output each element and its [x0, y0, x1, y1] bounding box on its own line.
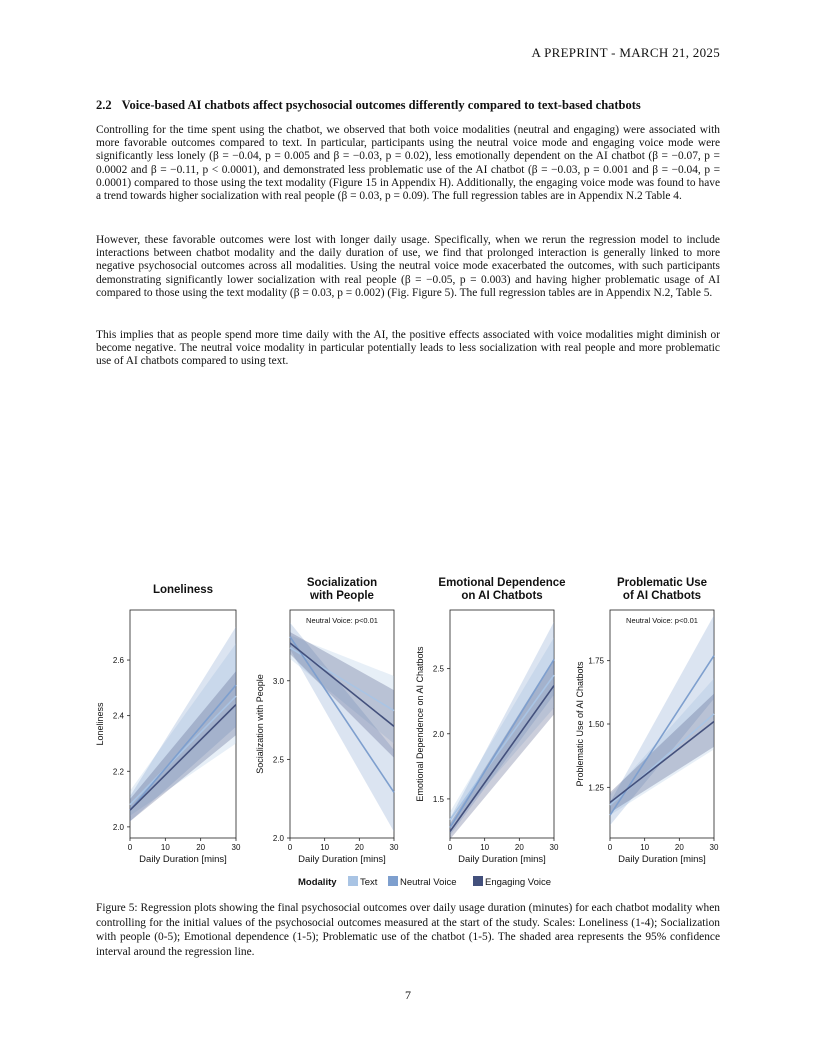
significance-annotation: Neutral Voice: p<0.01: [626, 616, 698, 625]
figure-5: [88, 570, 728, 900]
legend-title: Modality: [298, 877, 337, 888]
section-heading: [96, 98, 641, 113]
section-number: 2.2: [96, 98, 112, 112]
legend-label: Neutral Voice: [400, 877, 457, 888]
x-tick-label: 30: [231, 843, 241, 852]
y-tick-label: 1.25: [588, 783, 604, 793]
y-tick-label: 2.2: [112, 767, 124, 777]
y-tick-label: 1.50: [588, 720, 604, 729]
y-tick-label: 2.6: [112, 656, 124, 666]
y-axis-label: Emotional Dependence on AI Chatbots: [415, 646, 425, 802]
chart-title-1: Loneliness: [152, 584, 214, 596]
y-tick-label: 2.5: [432, 664, 444, 674]
page-number: 7: [405, 988, 411, 1002]
x-tick-label: 0: [607, 843, 613, 852]
paragraph-2: However, these favorable outcomes were lost with longer daily usage. Specifically, when we rerun the regression model to include interactions between chatbot modality and the daily duration of use, we find that prolonged interaction is generally linked to more negative psychosocial outcomes across all modalities. Using the neutral voice mode exacerbated the outcomes, with such participants demonstrating significantly lower socialization with real people (β = −0.05, p = 0.003) and having higher problematic usage of AI compared to those using the text modality (β = 0.03, p = 0.002) (Fig. Figure 5). The full regression tables are in Appendix N.2, Table 5.: [96, 234, 720, 299]
y-axis-label: Problematic Use of AI Chatbots: [575, 661, 585, 787]
y-tick-label: 2.0: [272, 834, 284, 843]
x-tick-label: 20: [196, 843, 206, 852]
x-tick-label: 10: [320, 843, 330, 852]
chart-title-4: Problematic Use of AI Chatbots: [616, 577, 708, 602]
legend-label: Engaging Voice: [485, 877, 552, 888]
y-axis-label: Loneliness: [95, 702, 105, 746]
y-tick-label: 1.75: [588, 656, 604, 666]
paragraph-3: This implies that as people spend more time daily with the AI, the positive effects associated with voice modalities might diminish or become negative. The neutral voice modality in particular potentially leads to less socialization with real people and more problematic use of AI chatbots compared to using text.: [96, 329, 720, 368]
paragraph-1: Controlling for the time spent using the chatbot, we observed that both voice modalities (neutral and engaging) were associated with more favorable outcomes compared to text. In particular, participants using the neutral voice mode and engaging voice mode were significantly less lonely (β = −0.04, p = 0.005 and β = −0.03, p = 0.02), less emotionally dependent on the AI chatbot (β = −0.07, p = 0.0002 and β = −0.11, p < 0.0001), and demonstrated less problematic use of the AI chatbot (β = −0.03, p = 0.001 and β = −0.04, p = 0.0001) compared to those using the text modality (Figure 15 in Appendix H). Additionally, the engaging voice mode was found to have a trend towards higher socialization with real people (β = 0.03, p = 0.09). The full regression tables are in Appendix N.2 Table 4.: [96, 124, 720, 203]
x-axis-label: Daily Duration [mins]: [618, 854, 706, 865]
x-axis-label: Daily Duration [mins]: [139, 854, 227, 865]
x-axis-label: Daily Duration [mins]: [458, 854, 546, 865]
x-tick-label: 10: [640, 843, 650, 852]
legend-swatch-neutral-voice: [388, 876, 398, 886]
y-tick-label: 2.0: [432, 729, 444, 739]
x-tick-label: 20: [354, 843, 364, 852]
x-tick-label: 10: [160, 843, 170, 852]
figure-caption: Figure 5: Regression plots showing the final psychosocial outcomes over daily usage duration (minutes) for each chatbot modality when controlling for the initial values of the psychosocial outcomes measured at the start of the study. Scales: Loneliness (1-4); Socialization with people (0-5); Emotional dependence (1-5); Problematic use of the chatbot (1-5). The shaded area represents the 95% confidence interval around the regression line.: [96, 902, 720, 958]
x-tick-label: 20: [514, 843, 524, 852]
y-tick-label: 2.4: [112, 711, 124, 721]
running-header: A PREPRINT - MARCH 21, 2025: [531, 45, 720, 60]
legend-swatch-engaging-voice: [473, 876, 483, 886]
x-tick-label: 0: [127, 843, 133, 852]
x-tick-label: 0: [287, 843, 293, 852]
x-tick-label: 30: [389, 843, 399, 852]
x-tick-label: 10: [480, 843, 490, 852]
y-tick-label: 2.0: [112, 822, 124, 832]
chart-title-2: Socialization with People: [306, 577, 378, 602]
x-tick-label: 0: [447, 843, 453, 852]
legend-label: Text: [360, 877, 378, 888]
y-axis-label: Socialization with People: [255, 674, 265, 774]
x-tick-label: 30: [549, 843, 559, 852]
x-tick-label: 20: [674, 843, 684, 852]
x-axis-label: Daily Duration [mins]: [298, 854, 386, 865]
legend-swatch-text: [348, 876, 358, 886]
y-tick-label: 1.5: [432, 794, 444, 804]
x-tick-label: 30: [709, 843, 719, 852]
chart-title-3: Emotional Dependence on AI Chatbots: [438, 577, 566, 602]
significance-annotation: Neutral Voice: p<0.01: [306, 616, 378, 625]
section-title: Voice-based AI chatbots affect psychosocial outcomes differently compared to text-based chatbots: [121, 98, 641, 112]
regression-charts: [88, 570, 728, 900]
y-tick-label: 2.5: [272, 755, 284, 765]
y-tick-label: 3.0: [272, 676, 284, 686]
